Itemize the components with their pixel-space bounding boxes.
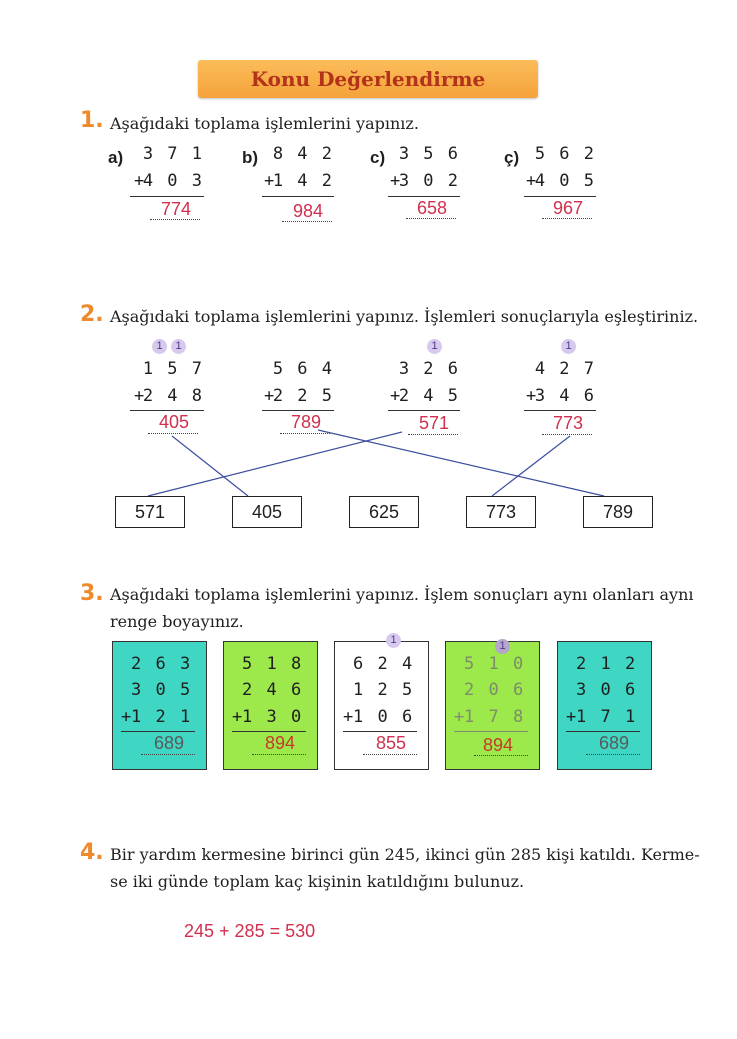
addend-3: 1 7 8 xyxy=(464,707,526,727)
addend-2: 2 0 6 xyxy=(464,680,526,700)
addition-card[interactable] xyxy=(557,641,652,770)
match-line-789 xyxy=(318,430,604,496)
answer: 855 xyxy=(375,733,407,753)
addend-top: 3 2 6 xyxy=(398,359,460,379)
addend-bottom: 3 0 2 xyxy=(398,171,460,191)
answer-dotted-line xyxy=(542,434,592,435)
result-box[interactable]: 625 xyxy=(349,496,419,528)
op-label: ç) xyxy=(504,148,520,167)
addition-card[interactable] xyxy=(223,641,318,770)
answer[interactable]: 774 xyxy=(160,199,192,219)
answer-dotted-line xyxy=(148,433,198,434)
carry-bubble: 1 xyxy=(427,339,442,354)
question-1-number: 1. xyxy=(80,108,104,133)
question-2-text: Aşağıdaki toplama işlemlerini yapınız. İşlemleri sonuçlarıyla eşleştiriniz. xyxy=(110,307,699,326)
carry-bubble: 1 xyxy=(152,339,167,354)
question-3-number: 3. xyxy=(80,581,104,606)
addition-card[interactable] xyxy=(334,634,429,770)
addend-top: 4 2 7 xyxy=(534,359,596,379)
plus-sign: + xyxy=(566,707,579,727)
question-4-text-line1: Bir yardım kermesine birinci gün 245, ikinci gün 285 kişi katıldı. Kerme- xyxy=(110,845,700,864)
question-3-text-line2: renge boyayınız. xyxy=(110,612,244,631)
page-title: Konu Değerlendirme xyxy=(198,60,538,98)
plus-sign: + xyxy=(526,171,539,191)
addend-bottom: 2 4 8 xyxy=(142,386,204,406)
op-label: b) xyxy=(242,148,259,167)
answer-dotted-line xyxy=(280,433,330,434)
addend-3: 1 3 0 xyxy=(242,707,304,727)
result-box[interactable]: 405 xyxy=(232,496,302,528)
carry-bubble: 1 xyxy=(495,639,510,654)
addend-top: 8 4 2 xyxy=(272,144,334,164)
answer-dotted-line xyxy=(141,754,195,755)
answer[interactable]: 405 xyxy=(158,412,190,432)
sum-line xyxy=(232,731,306,732)
answer: 894 xyxy=(264,733,296,753)
answer-dotted-line xyxy=(252,754,306,755)
question-3-text-line1: Aşağıdaki toplama işlemlerini yapınız. İşlem sonuçları aynı olanları aynı xyxy=(110,585,694,604)
addend-2: 1 2 5 xyxy=(353,680,415,700)
result-box[interactable]: 773 xyxy=(466,496,536,528)
answer: 894 xyxy=(482,735,514,755)
question-4-text-line2: se iki günde toplam kaç kişinin katıldığını bulunuz. xyxy=(110,872,525,891)
answer-dotted-line xyxy=(408,434,458,435)
answer[interactable]: 571 xyxy=(418,413,450,433)
sum-line xyxy=(343,731,417,732)
addition-card[interactable] xyxy=(445,641,540,770)
plus-sign: + xyxy=(526,386,539,406)
plus-sign: + xyxy=(121,707,134,727)
plus-sign: + xyxy=(232,707,245,727)
addend-top: 3 5 6 xyxy=(398,144,460,164)
addend-1: 6 2 4 xyxy=(353,654,415,674)
result-box[interactable]: 789 xyxy=(583,496,653,528)
addend-bottom: 4 0 5 xyxy=(534,171,596,191)
addend-3: 1 7 1 xyxy=(576,707,638,727)
sum-line xyxy=(388,410,460,411)
plus-sign: + xyxy=(343,707,356,727)
result-box[interactable]: 571 xyxy=(115,496,185,528)
answer[interactable]: 658 xyxy=(416,198,448,218)
op-label: a) xyxy=(108,148,124,167)
addend-bottom: 1 4 2 xyxy=(272,171,334,191)
addend-bottom: 4 0 3 xyxy=(142,171,204,191)
answer-dotted-line xyxy=(474,755,528,756)
sum-line xyxy=(524,410,596,411)
plus-sign: + xyxy=(134,386,147,406)
answer[interactable]: 984 xyxy=(292,201,324,221)
addend-top: 3 7 1 xyxy=(142,144,204,164)
answer-dotted-line xyxy=(363,754,417,755)
question-4-answer[interactable]: 245 + 285 = 530 xyxy=(184,921,316,941)
sum-line xyxy=(566,731,640,732)
carry-bubble: 1 xyxy=(386,633,401,648)
plus-sign: + xyxy=(454,707,467,727)
addend-1: 5 1 0 xyxy=(464,654,526,674)
question-4-number: 4. xyxy=(80,840,104,865)
sum-line xyxy=(262,410,334,411)
op-label: c) xyxy=(370,148,386,167)
addend-bottom: 2 4 5 xyxy=(398,386,460,406)
addend-top: 1 5 7 xyxy=(142,359,204,379)
plus-sign: + xyxy=(264,386,277,406)
addend-2: 3 0 5 xyxy=(131,680,193,700)
addend-2: 3 0 6 xyxy=(576,680,638,700)
addend-1: 2 6 3 xyxy=(131,654,193,674)
addend-top: 5 6 4 xyxy=(272,359,334,379)
addition-card[interactable] xyxy=(112,641,207,770)
plus-sign: + xyxy=(390,386,403,406)
addend-bottom: 2 2 5 xyxy=(272,386,334,406)
question-1-text: Aşağıdaki toplama işlemlerini yapınız. xyxy=(110,114,419,133)
answer[interactable]: 967 xyxy=(552,198,584,218)
addend-1: 2 1 2 xyxy=(576,654,638,674)
answer-dotted-line xyxy=(586,754,640,755)
answer[interactable]: 773 xyxy=(552,413,584,433)
plus-sign: + xyxy=(134,171,147,191)
sum-line xyxy=(121,731,195,732)
addend-top: 5 6 2 xyxy=(534,144,596,164)
carry-bubble: 1 xyxy=(561,339,576,354)
answer: 689 xyxy=(598,733,630,753)
addend-3: 1 0 6 xyxy=(353,707,415,727)
addend-1: 5 1 8 xyxy=(242,654,304,674)
plus-sign: + xyxy=(264,171,277,191)
addend-2: 2 4 6 xyxy=(242,680,304,700)
addend-bottom: 3 4 6 xyxy=(534,386,596,406)
match-line-773 xyxy=(492,436,570,496)
carry-bubble: 1 xyxy=(171,339,186,354)
answer: 689 xyxy=(153,733,185,753)
addend-3: 1 2 1 xyxy=(131,707,193,727)
answer[interactable]: 789 xyxy=(290,412,322,432)
sum-line xyxy=(454,731,528,732)
sum-line xyxy=(130,410,204,411)
match-line-571 xyxy=(148,432,402,496)
plus-sign: + xyxy=(390,171,403,191)
question-2-number: 2. xyxy=(80,302,104,327)
